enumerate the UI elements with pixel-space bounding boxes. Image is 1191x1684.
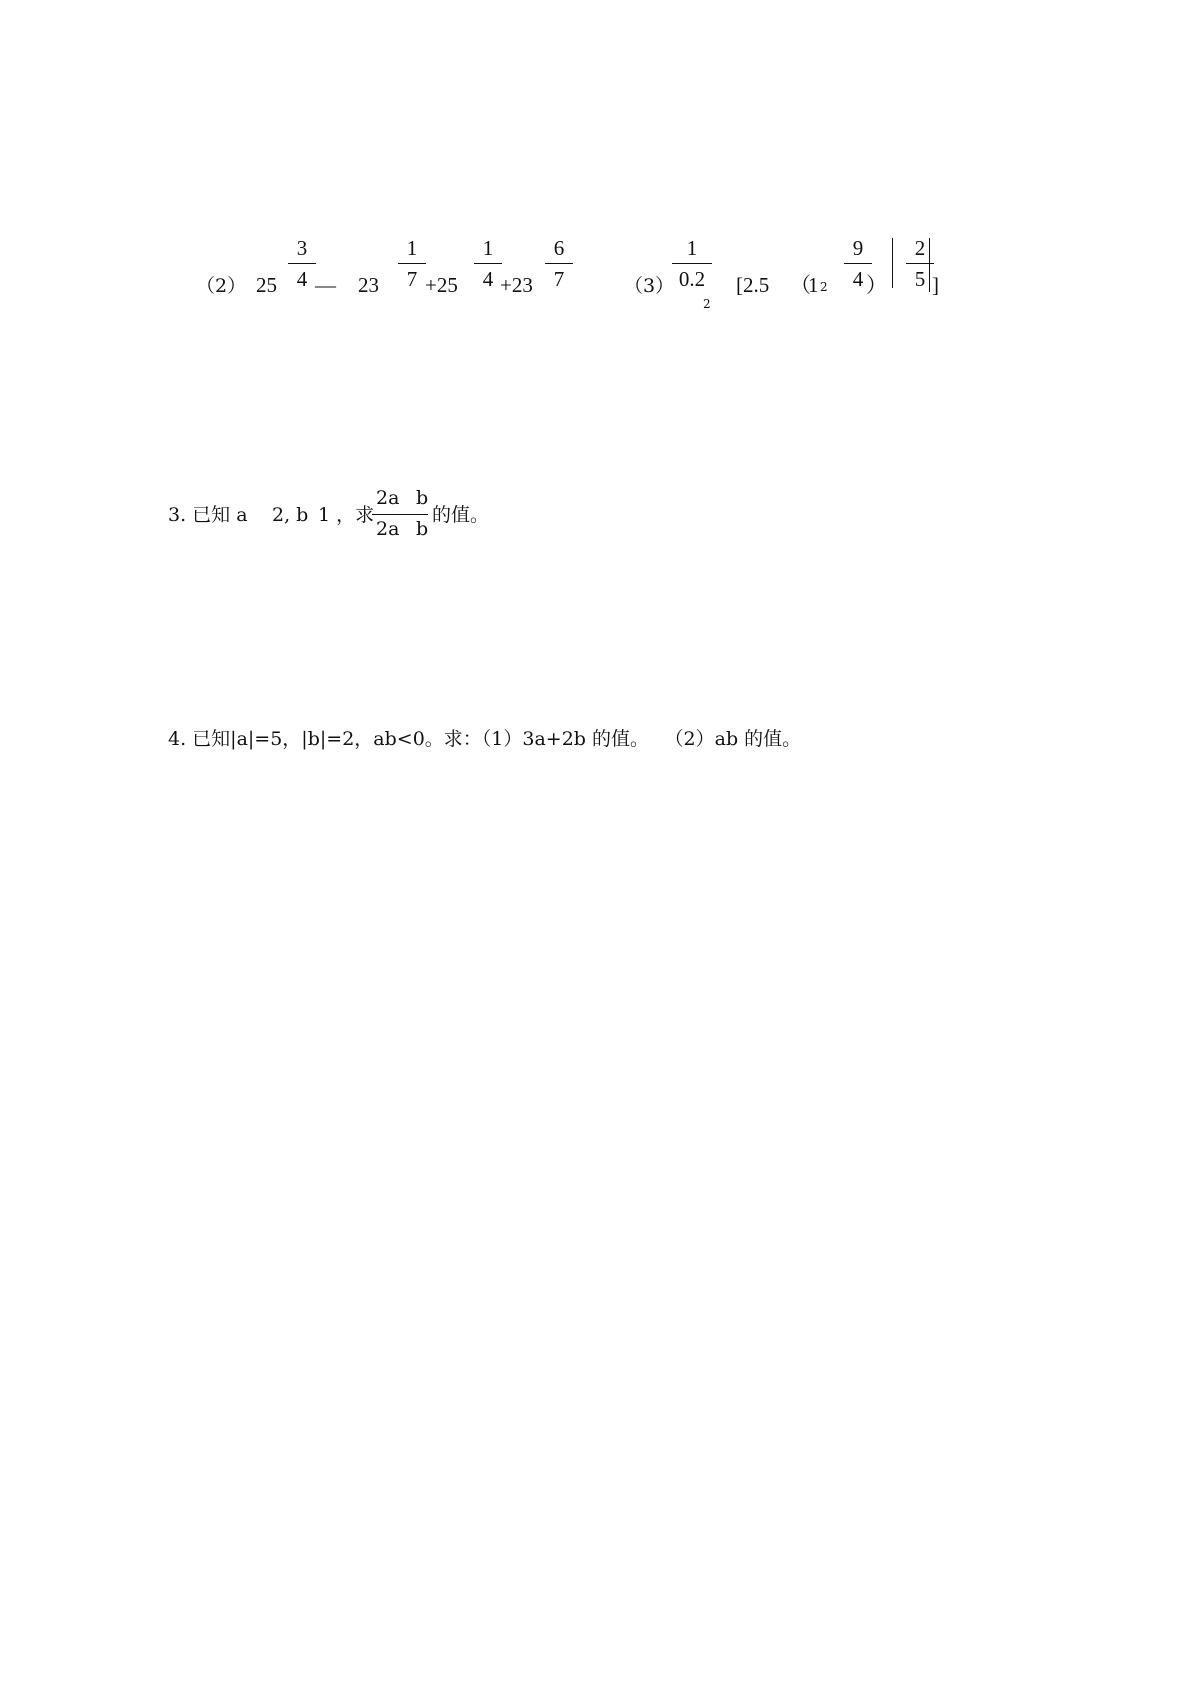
problem-2-fraction-1: 3 4 — [288, 236, 316, 291]
problem-3-fraction-3: 2 5 — [906, 236, 934, 291]
problem-3-fraction-2: 9 4 — [844, 236, 872, 291]
question-3-given-end: 1 ，求 — [318, 504, 375, 526]
problem-2-label: （2） — [196, 275, 247, 297]
question-3-fraction: 2a b 2a b — [372, 489, 428, 540]
problem-3-bracket-open: [2.5 — [736, 273, 770, 297]
problem-3-bracket-close: ] — [932, 273, 939, 297]
question-3-suffix: 的值。 — [432, 504, 490, 526]
problem-2-term-1: 25 — [256, 273, 277, 297]
question-3-given-mid: 2, b — [272, 504, 309, 526]
problem-2-fraction-2: 1 7 — [398, 236, 426, 291]
problem-2-plus-23: +23 — [500, 273, 533, 297]
problem-3-exponent-1: 2 — [820, 280, 828, 294]
absolute-value-bar-left — [892, 238, 893, 288]
problem-3-paren-open: （ — [790, 273, 811, 297]
question-4: 4. 已知|a|=5，|b|=2，ab<0。求：（1）3a+2b 的值。 （2）ab 的值。 — [168, 728, 802, 750]
problem-2-plus-25: +25 — [425, 273, 458, 297]
absolute-value-bar-right — [929, 238, 930, 292]
problem-2-fraction-4: 6 7 — [545, 236, 573, 291]
fraction-bar — [372, 514, 428, 515]
problem-3-label: （3） — [624, 275, 675, 297]
problem-3-one: 1 — [808, 273, 819, 297]
question-3-prefix: 3. 已知 a — [168, 504, 248, 526]
problem-3-fraction-1: 1 0.2 — [672, 236, 712, 291]
problem-3-paren-close: ） — [866, 273, 887, 297]
problem-2-fraction-3: 1 4 — [474, 236, 502, 291]
problem-2-term-2: 23 — [358, 273, 379, 297]
problem-3-exponent-2: 2 — [703, 297, 711, 311]
problem-2-minus: — — [315, 273, 336, 297]
